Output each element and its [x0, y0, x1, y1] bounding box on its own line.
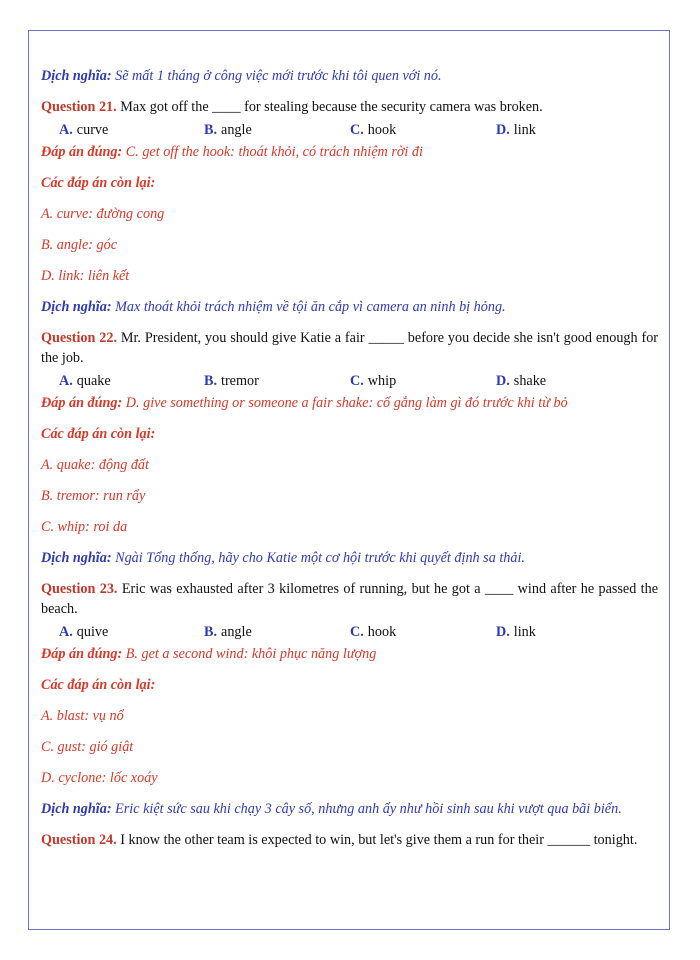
other-answer: D. link: liên kết — [41, 268, 130, 284]
option-a: A. quive — [59, 624, 109, 640]
question-stem: Eric was exhausted after 3 kilometres of running, but he got a ____ wind after he passed the beach. — [41, 581, 658, 617]
option-b: B. angle — [204, 624, 252, 640]
other-answers-label: Các đáp án còn lại: — [41, 677, 156, 693]
question-stem: Max got off the ____ for stealing because the security camera was broken. — [120, 99, 543, 115]
translation: Dịch nghĩa: Ngài Tổng thống, hãy cho Katie một cơ hội trước khi quyết định sa thải. — [41, 550, 525, 566]
translation-label: Dịch nghĩa: — [41, 68, 112, 84]
question-stem: I know the other team is expected to win, but let's give them a run for their ______ tonight. — [120, 832, 638, 848]
option-b: B. tremor — [204, 373, 259, 389]
option-d: D. shake — [496, 373, 547, 389]
other-answer: A. curve: đường cong — [41, 206, 165, 222]
other-answers-label: Các đáp án còn lại: — [41, 175, 156, 191]
translation-text: Sẽ mất 1 tháng ở công việc mới trước khi tôi quen với nó. — [115, 68, 442, 84]
other-answer: A. blast: vụ nổ — [41, 708, 124, 724]
question-text — [41, 579, 658, 619]
translation: Dịch nghĩa: Eric kiệt sức sau khi chạy 3 cây số, nhưng anh ấy như hồi sinh sau khi vượt qua bãi biển. — [41, 801, 622, 817]
other-answer: A. quake: động đất — [41, 457, 149, 473]
options-row — [41, 371, 658, 391]
question-text — [41, 328, 658, 368]
question-block — [41, 328, 658, 579]
question-block — [41, 579, 658, 830]
translation — [41, 66, 658, 86]
page-content — [41, 66, 658, 850]
other-answer: C. gust: gió giật — [41, 739, 134, 755]
other-answer: C. whip: roi da — [41, 519, 128, 535]
other-answer: D. cyclone: lốc xoáy — [41, 770, 158, 786]
other-answers-label: Các đáp án còn lại: — [41, 426, 156, 442]
options-row — [41, 622, 658, 642]
question-block — [41, 830, 658, 850]
question-label: Question 21. — [41, 99, 117, 115]
translation: Dịch nghĩa: Max thoát khỏi trách nhiệm về tội ăn cắp vì camera an ninh bị hỏng. — [41, 299, 506, 315]
option-d: D. link — [496, 122, 536, 138]
question-label: Question 23. — [41, 581, 118, 597]
question-stem: Mr. President, you should give Katie a fair _____ before you decide she isn't good enough for the job. — [41, 330, 659, 366]
option-c: C. hook — [350, 122, 397, 138]
option-c: C. whip — [350, 373, 397, 389]
question-text — [41, 97, 658, 117]
correct-answer: Đáp án đúng: C. get off the hook: thoát khỏi, có trách nhiệm rời đi — [41, 144, 423, 160]
question-block — [41, 97, 658, 328]
option-c: C. hook — [350, 624, 397, 640]
question-text — [41, 830, 658, 850]
option-a: A. curve — [59, 122, 109, 138]
option-a: A. quake — [59, 373, 111, 389]
question-label: Question 22. — [41, 330, 117, 346]
option-b: B. angle — [204, 122, 252, 138]
other-answer: B. angle: góc — [41, 237, 118, 253]
option-d: D. link — [496, 624, 536, 640]
other-answer: B. tremor: run rẩy — [41, 488, 146, 504]
question-label: Question 24. — [41, 832, 117, 848]
correct-answer: Đáp án đúng: D. give something or someone a fair shake: cố gắng làm gì đó trước khi từ bỏ — [41, 395, 568, 411]
options-row — [41, 120, 658, 140]
correct-answer: Đáp án đúng: B. get a second wind: khôi phục năng lượng — [41, 646, 377, 662]
